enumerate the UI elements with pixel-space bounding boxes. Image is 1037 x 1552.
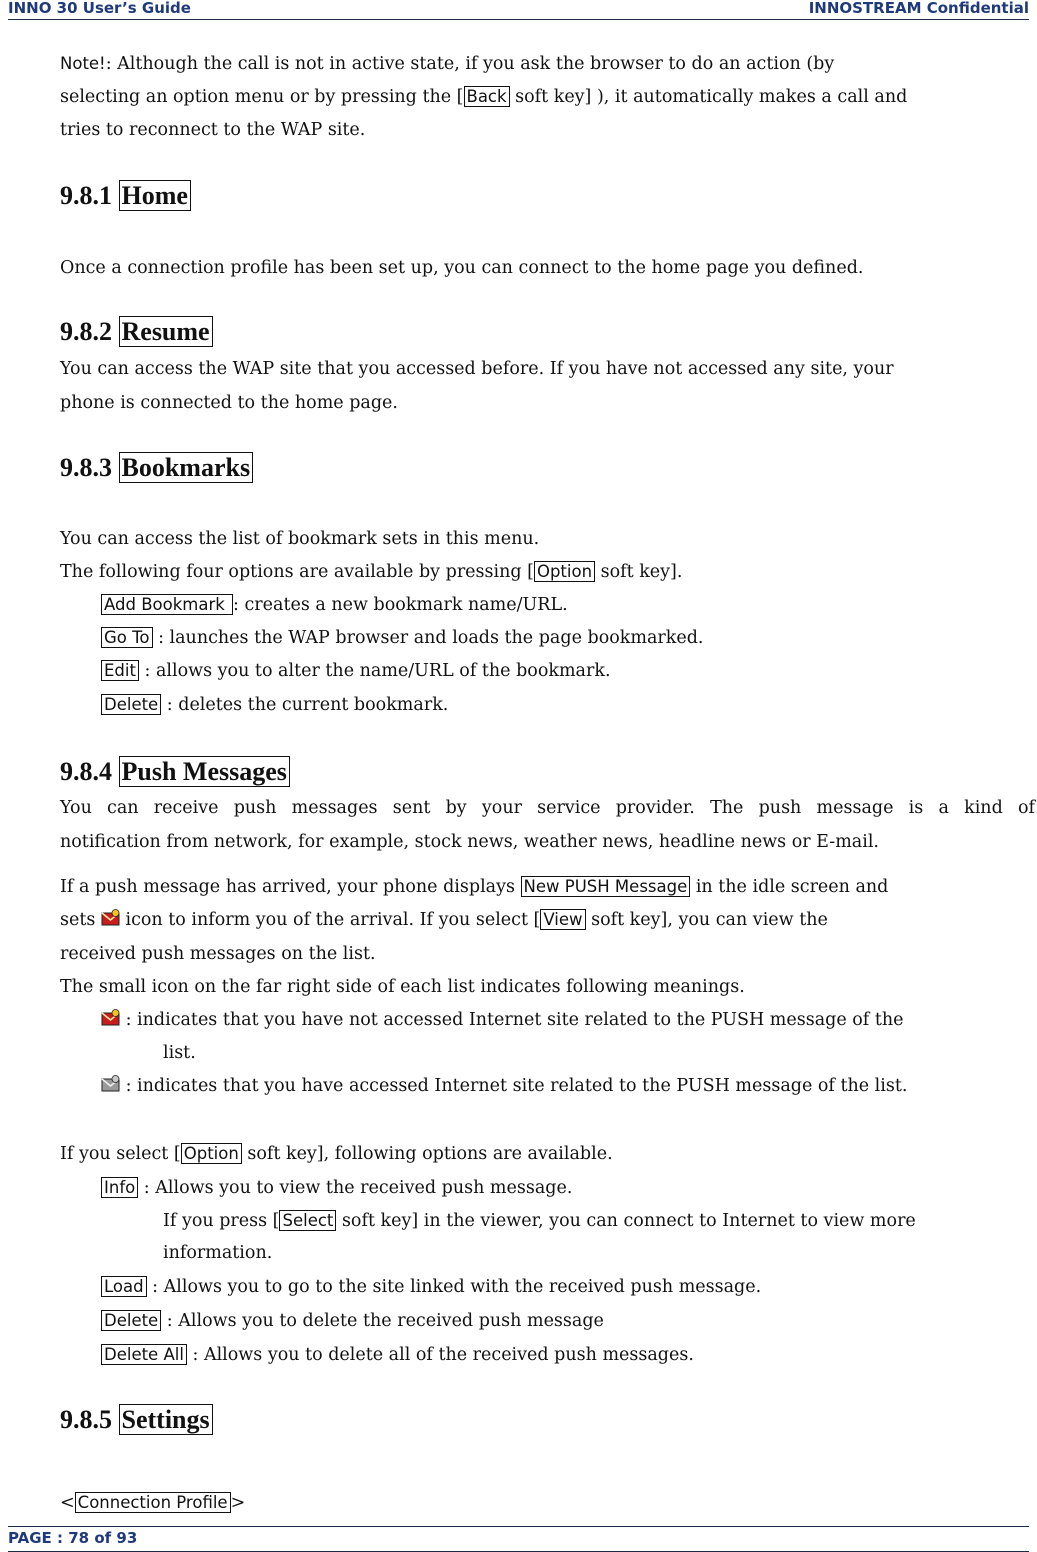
bookmark-option-goto: Go To : launches the WAP browser and loads the page bookmarked. — [101, 627, 704, 649]
option-softkey: Option — [181, 1143, 242, 1164]
resume-line-2: phone is connected to the home page. — [60, 393, 398, 413]
push-option-delete: Delete : Allows you to delete the received push message — [101, 1310, 604, 1332]
settings-title: Settings — [119, 1404, 213, 1435]
push-accessed-icon — [101, 1075, 120, 1094]
home-title: Home — [119, 180, 191, 211]
bookmark-option-edit: Edit : allows you to alter the name/URL of the bookmark. — [101, 660, 611, 682]
header-guide-title: INNO 30 User’s Guide — [8, 0, 191, 17]
resume-title: Resume — [119, 316, 213, 347]
push-para-4: sets icon to inform you of the arrival. If you select [ View soft key], you can view the — [60, 910, 828, 930]
select-softkey: Select — [279, 1210, 336, 1231]
resume-line-1: You can access the WAP site that you accessed before. If you have not accessed any site, your — [60, 359, 894, 379]
bookmarks-line-2: The following four options are available by pressing [ Option soft key]. — [60, 562, 683, 582]
note-label: Note! — [60, 54, 106, 73]
home-text: Once a connection profile has been set up, you can connect to the home page you defined. — [60, 258, 864, 278]
note-line-1: Note!: Although the call is not in active state, if you ask the browser to do an action (by — [60, 54, 835, 74]
bookmarks-line-1: You can access the list of bookmark sets in this menu. — [60, 529, 540, 549]
back-softkey: Back — [464, 86, 510, 107]
section-settings-heading: 9.8.5 Settings — [60, 1405, 213, 1435]
bookmark-option-add: Add Bookmark : creates a new bookmark name/URL. — [101, 594, 568, 616]
option-softkey: Option — [534, 561, 595, 582]
push-new-icon — [101, 909, 120, 928]
push-option-info-detail-2: information. — [163, 1243, 273, 1263]
push-para-2: notification from network, for example, stock news, weather news, headline news or E-mail. — [60, 832, 879, 852]
note-line-2: selecting an option menu or by pressing the [ Back soft key] ), it automatically makes a call and — [60, 87, 908, 107]
push-para-1: You can receive push messages sent by your service provider. The push message is a kind of — [60, 798, 1035, 818]
bookmarks-title: Bookmarks — [119, 452, 254, 483]
page-header — [8, 0, 1029, 20]
header-confidential: INNOSTREAM Confidential — [808, 0, 1029, 17]
page-number: PAGE : 78 of 93 — [8, 1529, 138, 1547]
page-footer — [8, 1526, 1029, 1552]
push-para-5: received push messages on the list. — [60, 944, 376, 964]
connection-profile-label: < Connection Profile > — [60, 1493, 246, 1513]
push-icon-legend-new: : indicates that you have not accessed Internet site related to the PUSH message of the — [101, 1009, 904, 1031]
push-option-info: Info : Allows you to view the received push message. — [101, 1177, 572, 1199]
section-push-heading: 9.8.4 Push Messages — [60, 757, 290, 787]
push-icon-legend-accessed: : indicates that you have accessed Internet site related to the PUSH message of the list. — [101, 1075, 907, 1097]
push-para-6: The small icon on the far right side of each list indicates following meanings. — [60, 977, 745, 997]
view-softkey: View — [540, 909, 585, 930]
push-new-icon — [101, 1009, 120, 1028]
new-push-message-indicator: New PUSH Message — [521, 876, 691, 897]
push-options-intro: If you select [ Option soft key], following options are available. — [60, 1144, 613, 1164]
section-resume-heading: 9.8.2 Resume — [60, 317, 213, 347]
note-line-3: tries to reconnect to the WAP site. — [60, 120, 366, 140]
bookmark-option-delete: Delete : deletes the current bookmark. — [101, 694, 448, 716]
section-bookmarks-heading: 9.8.3 Bookmarks — [60, 453, 253, 483]
section-home-heading: 9.8.1 Home — [60, 181, 191, 211]
push-option-info-detail: If you press [ Select soft key] in the viewer, you can connect to Internet to view more — [163, 1211, 916, 1231]
push-icon-legend-new-cont: list. — [163, 1043, 196, 1063]
push-title: Push Messages — [119, 756, 290, 787]
push-option-load: Load : Allows you to go to the site linked with the received push message. — [101, 1276, 761, 1298]
push-option-delete-all: Delete All : Allows you to delete all of the received push messages. — [101, 1344, 694, 1366]
push-para-3: If a push message has arrived, your phone displays New PUSH Message in the idle screen and — [60, 877, 889, 897]
